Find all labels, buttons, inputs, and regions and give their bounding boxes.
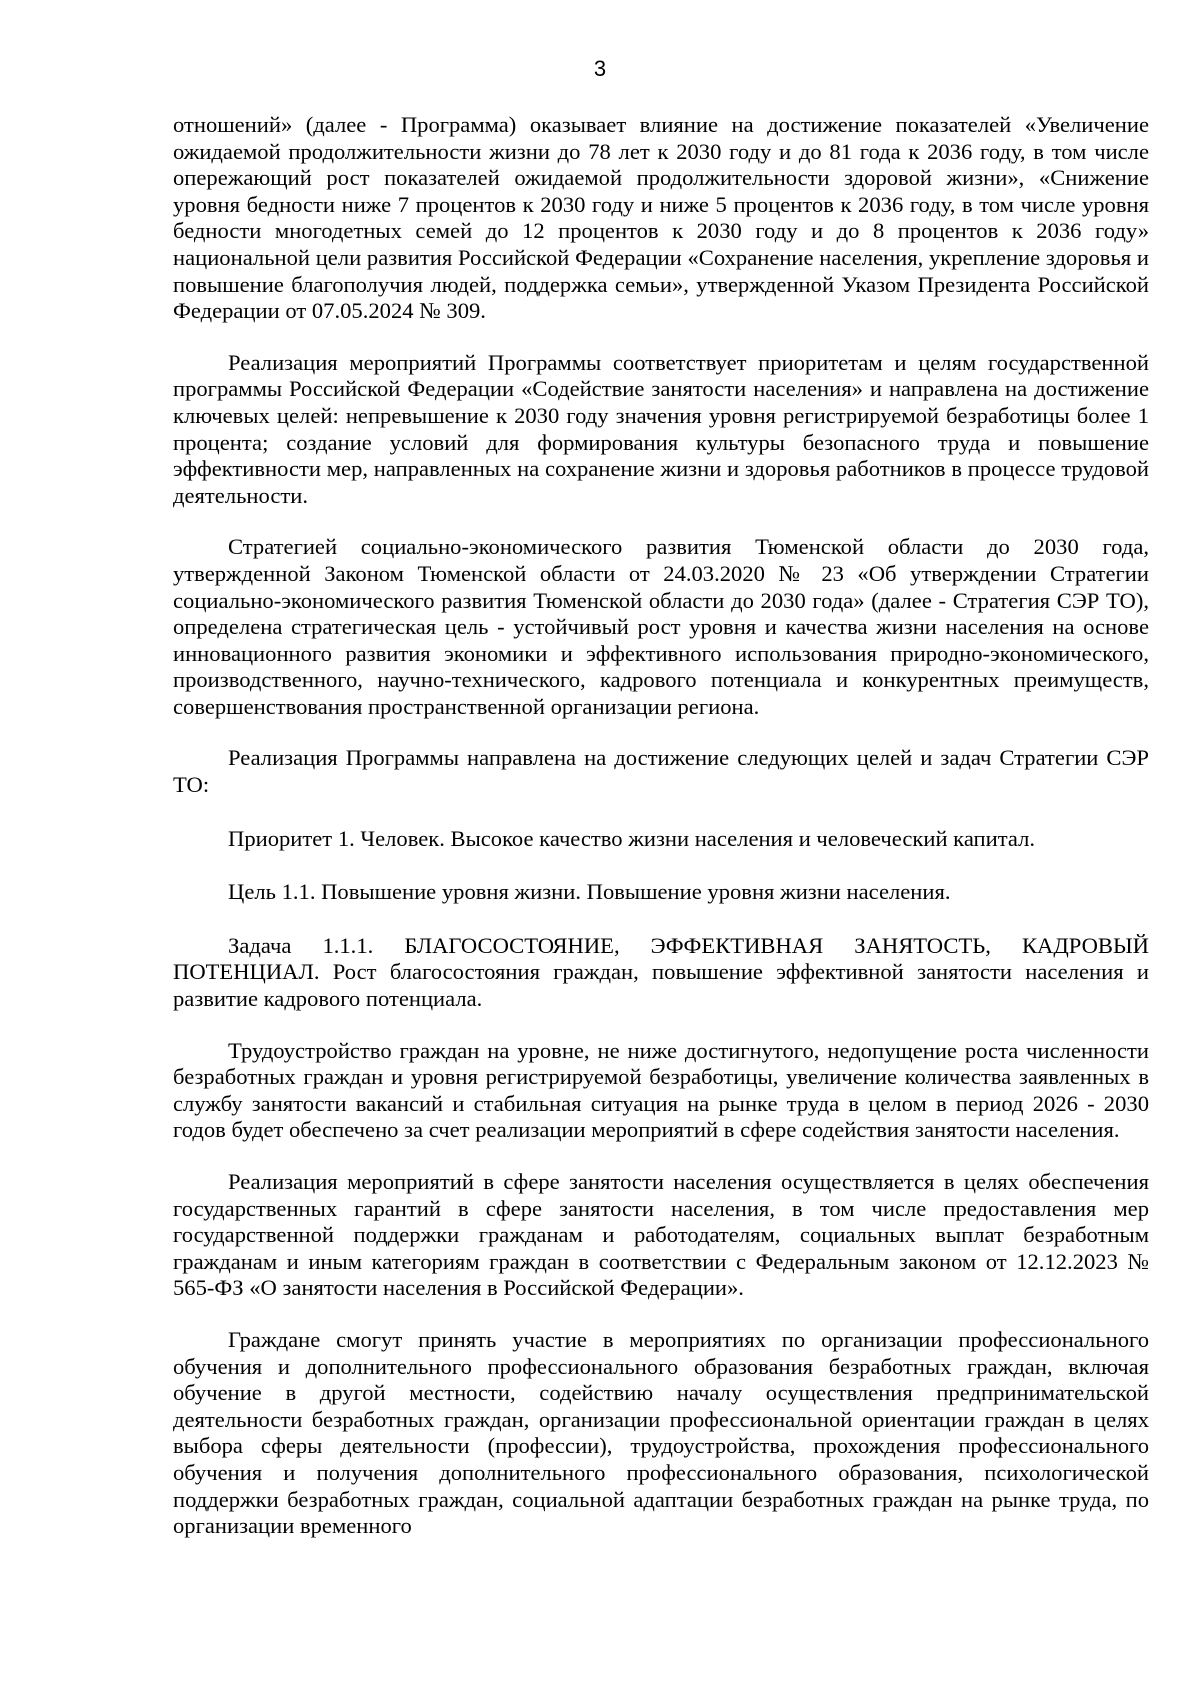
paragraph-priority: Приоритет 1. Человек. Высокое качество жизни населения и человеческий капитал. — [228, 825, 1036, 851]
document-body — [173, 112, 1149, 1565]
paragraph-citizens-participation: Граждане смогут принять участие в мероприятиях по организации профессионального обучения и дополнительного профессионального образования безработных граждан, включая обучение в другой местности, содействию началу осуществления предпринимательской деятельности безработных граждан, организации профессиональной ориентации граждан в целях выбора сферы деятельности (профессии), трудоустройства, прохождения профессионального обучения и получения дополнительного профессионального образования, психологической поддержки безработных граждан, социальной адаптации безработных граждан на рынке труда, по организации временного — [173, 1326, 1149, 1539]
paragraph-employment-measures: Реализация мероприятий в сфере занятости населения осуществляется в целях обеспечения государственных гарантий в сфере занятости населения, в том числе предоставления мер государственной поддержки гражданам и работодателям, социальных выплат безработным гражданам и иным категориям граждан в соответствии с Федеральным законом от 12.12.2023 № 565-ФЗ «О занятости населения в Российской Федерации». — [173, 1169, 1149, 1301]
paragraph-program-goals: Реализация Программы направлена на достижение следующих целей и задач Стратегии СЭР ТО: — [173, 745, 1149, 798]
paragraph-employment: Трудоустройство граждан на уровне, не ниже достигнутого, недопущение роста численности безработных граждан и уровня регистрируемой безработицы, увеличение количества заявленных в службу занятости вакансий и стабильная ситуация на рынке труда в целом в период 2026 - 2030 годов будет обеспечено за счет реализации мероприятий в сфере содействия занятости населения. — [173, 1037, 1149, 1143]
page-number: 3 — [593, 56, 607, 81]
paragraph-continuation: отношений» (далее - Программа) оказывает влияние на достижение показателей «Увеличение ожидаемой продолжительности жизни до 78 лет к 2030 году и до 81 года к 2036 году, в том числе опережающий рост показателей ожидаемой продолжительности здоровой жизни», «Снижение уровня бедности ниже 7 процентов к 2030 году и ниже 5 процентов к 2036 году, в том числе уровня бедности многодетных семей до 12 процентов к 2030 году и до 8 процентов к 2036 году» национальной цели развития Российской Федерации «Сохранение населения, укрепление здоровья и повышение благополучия людей, поддержка семьи», утвержденной Указом Президента Российской Федерации от 07.05.2024 № 309. — [173, 112, 1149, 324]
paragraph-task: Задача 1.1.1. БЛАГОСОСТОЯНИЕ, ЭФФЕКТИВНАЯ ЗАНЯТОСТЬ, КАДРОВЫЙ ПОТЕНЦИАЛ. Рост благосостояния граждан, повышение эффективной занятости населения и развитие кадрового потенциала. — [173, 932, 1149, 1012]
paragraph-strategy: Стратегией социально-экономического развития Тюменской области до 2030 года, утвержденной Законом Тюменской области от 24.03.2020 № 23 «Об утверждении Стратегии социально-экономического развития Тюменской области до 2030 года» (далее - Стратегия СЭР ТО), определена стратегическая цель - устойчивый рост уровня и качества жизни населения на основе инновационного развития экономики и эффективного использования природно-экономического, производственного, научно-технического, кадрового потенциала и конкурентных преимуществ, совершенствования пространственной организации региона. — [173, 534, 1149, 719]
paragraph-state-program: Реализация мероприятий Программы соответствует приоритетам и целям государственной программы Российской Федерации «Содействие занятости населения» и направлена на достижение ключевых целей: непревышение к 2030 году значения уровня регистрируемой безработицы более 1 процента; создание условий для формирования культуры безопасного труда и повышение эффективности мер, направленных на сохранение жизни и здоровья работников в процессе трудовой деятельности. — [173, 349, 1149, 508]
paragraph-goal: Цель 1.1. Повышение уровня жизни. Повышение уровня жизни населения. — [228, 879, 951, 905]
